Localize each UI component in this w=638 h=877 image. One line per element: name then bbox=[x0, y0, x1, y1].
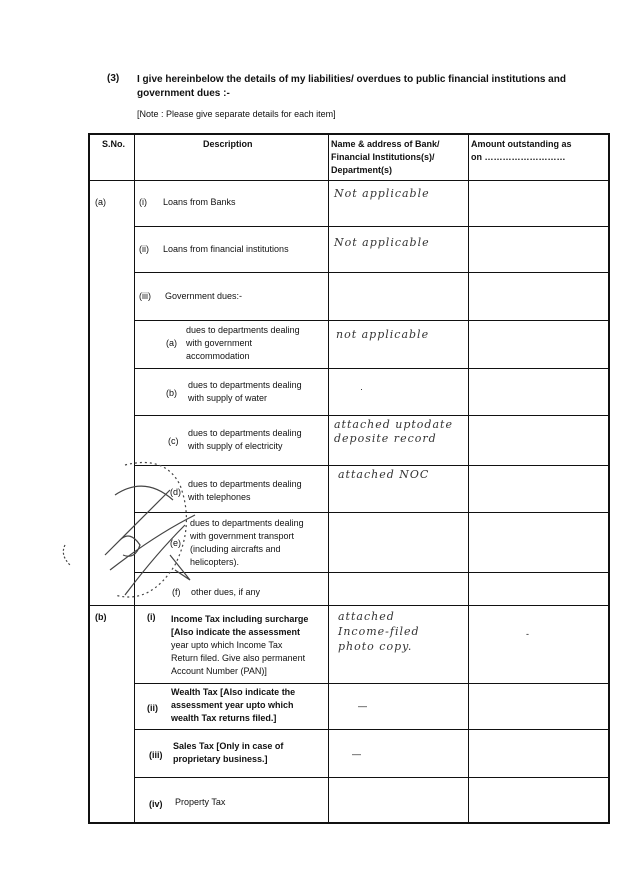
handwritten-entry: Not applicable bbox=[334, 187, 430, 200]
row-f-text: other dues, if any bbox=[191, 587, 261, 597]
row-b-iv-text: Property Tax bbox=[175, 797, 226, 807]
dash-mark: — bbox=[358, 701, 367, 711]
section-a-label: (a) bbox=[95, 197, 106, 207]
row-b-iii-text: Sales Tax [Only in case of proprietary business.] bbox=[173, 741, 284, 764]
row-a-text: dues to departments dealing with government accommodation bbox=[186, 325, 300, 361]
handwritten-entry: not applicable bbox=[336, 328, 430, 341]
row-divider bbox=[134, 368, 608, 369]
handwritten-entry: attached Income-filed photo copy. bbox=[338, 610, 420, 653]
row-b-i-number: (i) bbox=[147, 612, 156, 622]
section-divider bbox=[90, 605, 608, 606]
col-divider bbox=[468, 135, 469, 824]
row-b-iii-number: (iii) bbox=[149, 750, 163, 760]
row-e-text: dues to departments dealing with government transport (including aircrafts and helicopters). bbox=[190, 518, 304, 567]
row-divider bbox=[134, 512, 608, 513]
row-divider bbox=[134, 226, 608, 227]
header-divider bbox=[90, 180, 608, 181]
row-ii-text: Loans from financial institutions bbox=[163, 244, 289, 254]
section-number: (3) bbox=[107, 73, 120, 84]
row-divider bbox=[134, 272, 608, 273]
row-b-ii-text: Wealth Tax [Also indicate the assessment year upto which wealth Tax returns filed.] bbox=[171, 687, 296, 723]
row-divider bbox=[134, 320, 608, 321]
row-d-letter: (d) bbox=[170, 487, 181, 497]
row-b-iv-number: (iv) bbox=[149, 799, 163, 809]
col-divider bbox=[134, 605, 135, 824]
row-divider bbox=[134, 415, 608, 416]
handwritten-entry: attached NOC bbox=[338, 468, 430, 481]
row-a-letter: (a) bbox=[166, 338, 177, 348]
section-b-label: (b) bbox=[95, 612, 107, 622]
row-b-text: dues to departments dealing with supply of water bbox=[188, 380, 302, 403]
dash-mark: — bbox=[352, 749, 361, 759]
header-name-address: Name & address of Bank/ Financial Institutions(s)/ Department(s) bbox=[331, 139, 440, 175]
col-divider bbox=[328, 135, 329, 824]
row-b-letter: (b) bbox=[166, 388, 177, 398]
row-b-ii-number: (ii) bbox=[147, 703, 158, 713]
header-description: Description bbox=[203, 139, 253, 149]
row-f-letter: (f) bbox=[172, 587, 181, 597]
row-e-letter: (e) bbox=[170, 538, 181, 548]
handwritten-entry: attached uptodate deposite record bbox=[334, 418, 453, 445]
note-text: [Note : Please give separate details for each item] bbox=[137, 109, 336, 119]
row-divider bbox=[134, 683, 608, 684]
dash-mark: - bbox=[526, 629, 529, 639]
header-amount: Amount outstanding as on ……………………… bbox=[471, 139, 572, 162]
row-d-text: dues to departments dealing with telephones bbox=[188, 479, 302, 502]
row-b-i-text: Income Tax including surcharge [Also indicate the assessment year upto which Income Tax Return filed. Give also permanent Account Number (PAN)] bbox=[171, 614, 309, 676]
header-sno: S.No. bbox=[102, 139, 126, 149]
row-iii-text: Government dues:- bbox=[165, 291, 243, 301]
liabilities-table bbox=[88, 133, 610, 824]
row-i-number: (i) bbox=[139, 197, 147, 207]
row-i-text: Loans from Banks bbox=[163, 197, 236, 207]
handwritten-entry: Not applicable bbox=[334, 236, 430, 249]
row-c-text: dues to departments dealing with supply of electricity bbox=[188, 428, 302, 451]
row-divider bbox=[134, 729, 608, 730]
row-divider bbox=[134, 572, 608, 573]
intro-statement: I give hereinbelow the details of my liabilities/ overdues to public financial institutions and government dues :- bbox=[137, 74, 566, 99]
row-ii-number: (ii) bbox=[139, 244, 149, 254]
row-iii-number: (iii) bbox=[139, 291, 151, 301]
col-divider bbox=[134, 135, 135, 605]
dash-mark: · bbox=[360, 384, 363, 394]
row-divider bbox=[134, 777, 608, 778]
row-divider bbox=[134, 465, 608, 466]
row-c-letter: (c) bbox=[168, 436, 179, 446]
